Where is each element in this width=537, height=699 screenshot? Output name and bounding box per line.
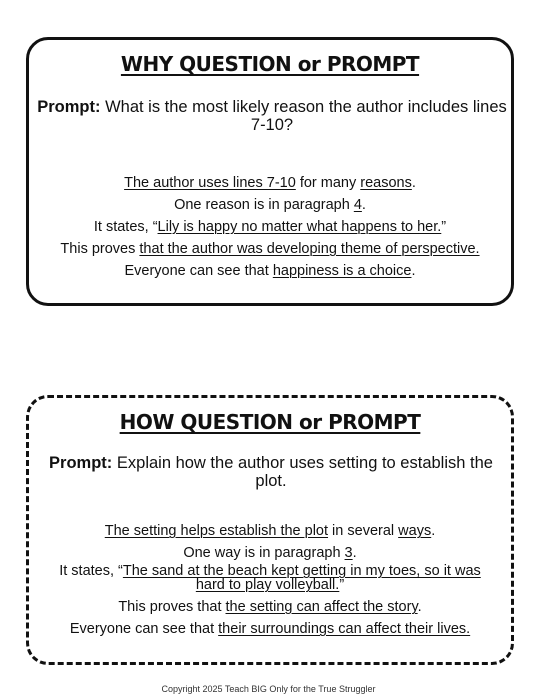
why-l4-part-b: that the author was developing theme of perspective. (139, 241, 480, 257)
why-l5-part-c: . (411, 263, 416, 279)
why-l1-part-a: The author uses lines 7-10 (124, 175, 296, 191)
why-l1-part-b: for many (295, 175, 361, 191)
how-l3-part-c: ” (339, 577, 345, 593)
how-l2-part-b: 3 (344, 545, 353, 561)
how-l1-part-b: in several (328, 523, 399, 539)
how-l2-part-a: One way is in paragraph (183, 545, 345, 561)
how-l3-part-a: It states, “ (59, 563, 123, 579)
how-l1-part-d: . (431, 523, 436, 539)
how-l1-part-a: The setting helps establish the plot (104, 523, 329, 539)
how-answer-line-5 (29, 618, 511, 640)
how-answer-line-3 (29, 564, 511, 592)
why-l1-part-d: . (411, 175, 416, 191)
why-l2-part-c: . (361, 197, 366, 213)
why-l1-part-c: reasons (360, 175, 412, 191)
why-prompt (37, 98, 507, 134)
how-l1-part-c: ways (398, 523, 432, 539)
why-answer (29, 172, 511, 282)
why-l3-part-c: ” (441, 219, 447, 235)
why-l4-part-a: This proves (60, 241, 140, 257)
why-answer-line-3 (29, 216, 511, 238)
how-prompt-text: Explain how the author uses setting to establish the plot. (112, 454, 493, 490)
how-answer (29, 520, 511, 640)
how-l2-part-c: . (352, 545, 357, 561)
why-question-card (26, 37, 514, 306)
how-l4-part-a: This proves that (118, 599, 226, 615)
copyright-footer: Copyright 2025 Teach BIG Only for the True Struggler (161, 684, 376, 694)
why-answer-line-5 (29, 260, 511, 282)
why-answer-line-1 (29, 172, 511, 194)
how-card-title: HOW QUESTION or PROMPT (119, 410, 421, 434)
why-card-title: WHY QUESTION or PROMPT (120, 52, 420, 76)
why-prompt-label: Prompt: (37, 98, 101, 116)
how-l5-part-b: their surroundings can affect their lives. (218, 621, 471, 637)
why-l2-part-a: One reason is in paragraph (174, 197, 354, 213)
how-l4-part-b: the setting can affect the story (225, 599, 418, 615)
how-l3-part-b: The sand at the beach kept getting in my toes, so it was hard to play volleyball. (122, 563, 481, 593)
why-l3-part-a: It states, “ (93, 219, 158, 235)
how-answer-line-1 (29, 520, 511, 542)
why-l5-part-b: happiness is a choice (272, 263, 412, 279)
why-answer-line-2 (29, 194, 511, 216)
why-prompt-text: What is the most likely reason the author includes lines 7-10? (100, 98, 507, 134)
how-question-card (26, 395, 514, 665)
how-prompt (43, 454, 499, 490)
how-answer-line-2 (29, 542, 511, 564)
why-l3-part-b: Lily is happy no matter what happens to her. (157, 219, 442, 235)
how-prompt-label: Prompt: (49, 454, 113, 472)
how-l4-part-c: . (417, 599, 422, 615)
why-answer-line-4 (29, 238, 511, 260)
how-l5-part-a: Everyone can see that (69, 621, 219, 637)
how-answer-line-4 (29, 596, 511, 618)
why-l2-part-b: 4 (353, 197, 362, 213)
why-l5-part-a: Everyone can see that (124, 263, 273, 279)
